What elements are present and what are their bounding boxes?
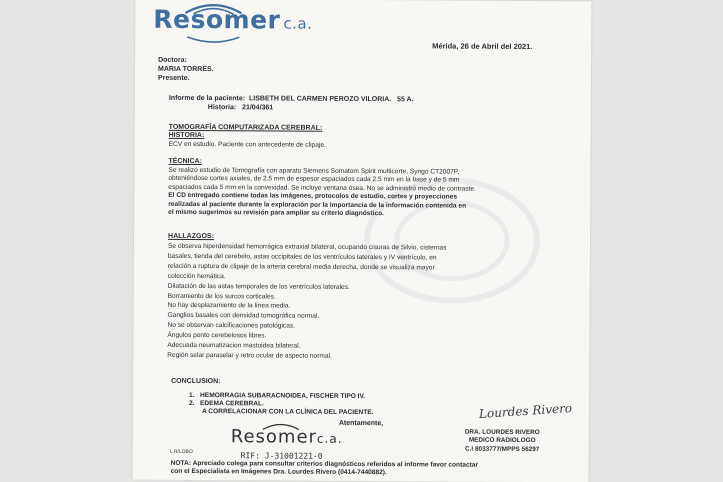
stamp-arc-icon — [261, 421, 301, 431]
cd-note-line: El CD entregado contiene todas las imágenes, protocolos de estudio, cortes y proyecciones — [168, 192, 458, 201]
history-label: Historia: — [207, 104, 237, 112]
conclusion-list — [189, 392, 429, 418]
logo-brand: Resomer — [153, 4, 281, 35]
doctor-name: DRA. LOURDES RIVERO — [464, 428, 540, 437]
finding-line: basales, tienda del cerebelo, astas occipitales de los ventrículos laterales y IV ventrículo, en — [167, 252, 437, 262]
patient-line — [169, 95, 414, 103]
cd-note-line: el mismo sugerimos su revisión para ampliar su criterio diagnóstico. — [168, 208, 385, 218]
tecnica-line: Se realizó estudio de Tomografía con aparato Siemens Somatom Spirit multicorte, Syngo CT2007P, — [168, 166, 460, 176]
tecnica-line: obteniéndose cortes axiales, de 2.5 mm de espesor espaciados cada 2.5 mm en la base y de 5 mm — [168, 175, 460, 185]
footer-note — [171, 460, 581, 479]
logo-wave-icon — [183, 35, 243, 45]
conclusion-note: A CORRELACIONAR CON LA CLÍNICA DEL PACIENTE. — [201, 408, 374, 417]
logo-suffix: c.a. — [283, 14, 313, 33]
addressee-presente: Presente. — [157, 74, 190, 82]
finding-line: relación a ruptura de clipaje de la arteria cerebral media derecha, donde se visualiza mayor — [167, 262, 435, 272]
cd-note-line: realizadas al paciente durante la exploración por la importancia de la información contenida en — [168, 200, 467, 210]
company-stamp — [231, 426, 343, 448]
note-line: NOTA: Apreciado colega para consultar criterios diagnósticos referidos al informe favor contactar — [170, 459, 479, 469]
conclusion-item-number: 1. — [189, 391, 195, 399]
doctor-signature: Lourdes Rivero — [478, 401, 573, 421]
tecnica-body — [168, 167, 580, 220]
tecnica-heading: TÉCNICA: — [168, 157, 202, 166]
conclusion-item-number: 2. — [188, 400, 195, 408]
historia-text: ECV en estudio. Paciente con antecedente de clipaje. — [168, 140, 326, 149]
hallazgos-body — [167, 242, 580, 363]
report-initials: L.R/LOBO — [169, 448, 193, 455]
study-title: TOMOGRAFÍA COMPUTARIZADA CEREBRAL: — [168, 123, 323, 132]
finding-line: No hay desplazamiento de la línea media. — [167, 302, 291, 311]
finding-line: Borramiento de los surcos corticales. — [167, 292, 276, 301]
patient-age: 55 A. — [397, 96, 414, 104]
stamp-rif: RIF: J-31001221-0 — [240, 451, 323, 461]
tecnica-line: espaciados cada 5 mm en la convexidad. Se incluye ventana ósea. No se administró medio de contraste. — [168, 183, 476, 193]
letterhead-logo — [153, 5, 312, 35]
finding-line: colección hemática. — [167, 272, 226, 280]
stamp-suffix: c.a. — [316, 431, 343, 446]
addressee-name: MARIA TORRES. — [158, 65, 214, 74]
history-line — [208, 104, 273, 111]
logo-arc-icon — [183, 1, 243, 15]
finding-line: Se observa hiperdensidad hemorrágica extraxial bilateral, ocupando cisuras de Silvio, cisternas — [167, 242, 447, 252]
historia-heading: HISTORIA: — [168, 131, 205, 140]
finding-line: Región selar paraselar y retro ocular de aspecto normal. — [167, 351, 332, 360]
report-date: Mérida, 26 de Abril del 2021. — [432, 41, 533, 52]
hallazgos-heading: HALLAZGOS: — [168, 232, 214, 241]
finding-line: No se observan calcificaciones patológicas. — [167, 322, 296, 330]
finding-line: Ángulos ponto cerebelosos libres. — [167, 331, 267, 340]
addressee-title: Doctora: — [158, 56, 187, 64]
patient-label: Informe de la paciente: — [168, 94, 246, 103]
history-number: 21/04/361 — [242, 104, 274, 112]
finding-line: Adecuada neumatizacion mastoidea bilateral. — [167, 341, 301, 350]
conclusion-item-text: EDEMA CEREBRAL. — [199, 400, 264, 408]
report-page — [133, 0, 592, 482]
conclusion-item-text: HEMORRAGIA SUBARACNOIDEA, FISCHER TIPO IV. — [200, 392, 366, 401]
patient-name: LISBETH DEL CARMEN PEROZO VILORIA. — [248, 95, 392, 104]
doctor-block — [465, 429, 540, 455]
finding-line: Dilatación de las astas temporales de los ventrículos laterales. — [167, 282, 350, 291]
conclusion-heading: CONCLUSION: — [171, 377, 221, 386]
finding-line: Ganglios basales con densidad tomográfica normal. — [167, 312, 320, 321]
note-line: con el Especialista en Imágenes Dra. Lourdes Rivero (0414-7440882). — [170, 467, 387, 477]
closing-text: Atentamente, — [338, 419, 384, 428]
doctor-title: MEDICO RADIOLOGO — [468, 437, 536, 445]
stamp-brand: Resomer — [230, 426, 318, 448]
doctor-ids: C.I 8033777/MPPS 56297 — [465, 445, 540, 453]
